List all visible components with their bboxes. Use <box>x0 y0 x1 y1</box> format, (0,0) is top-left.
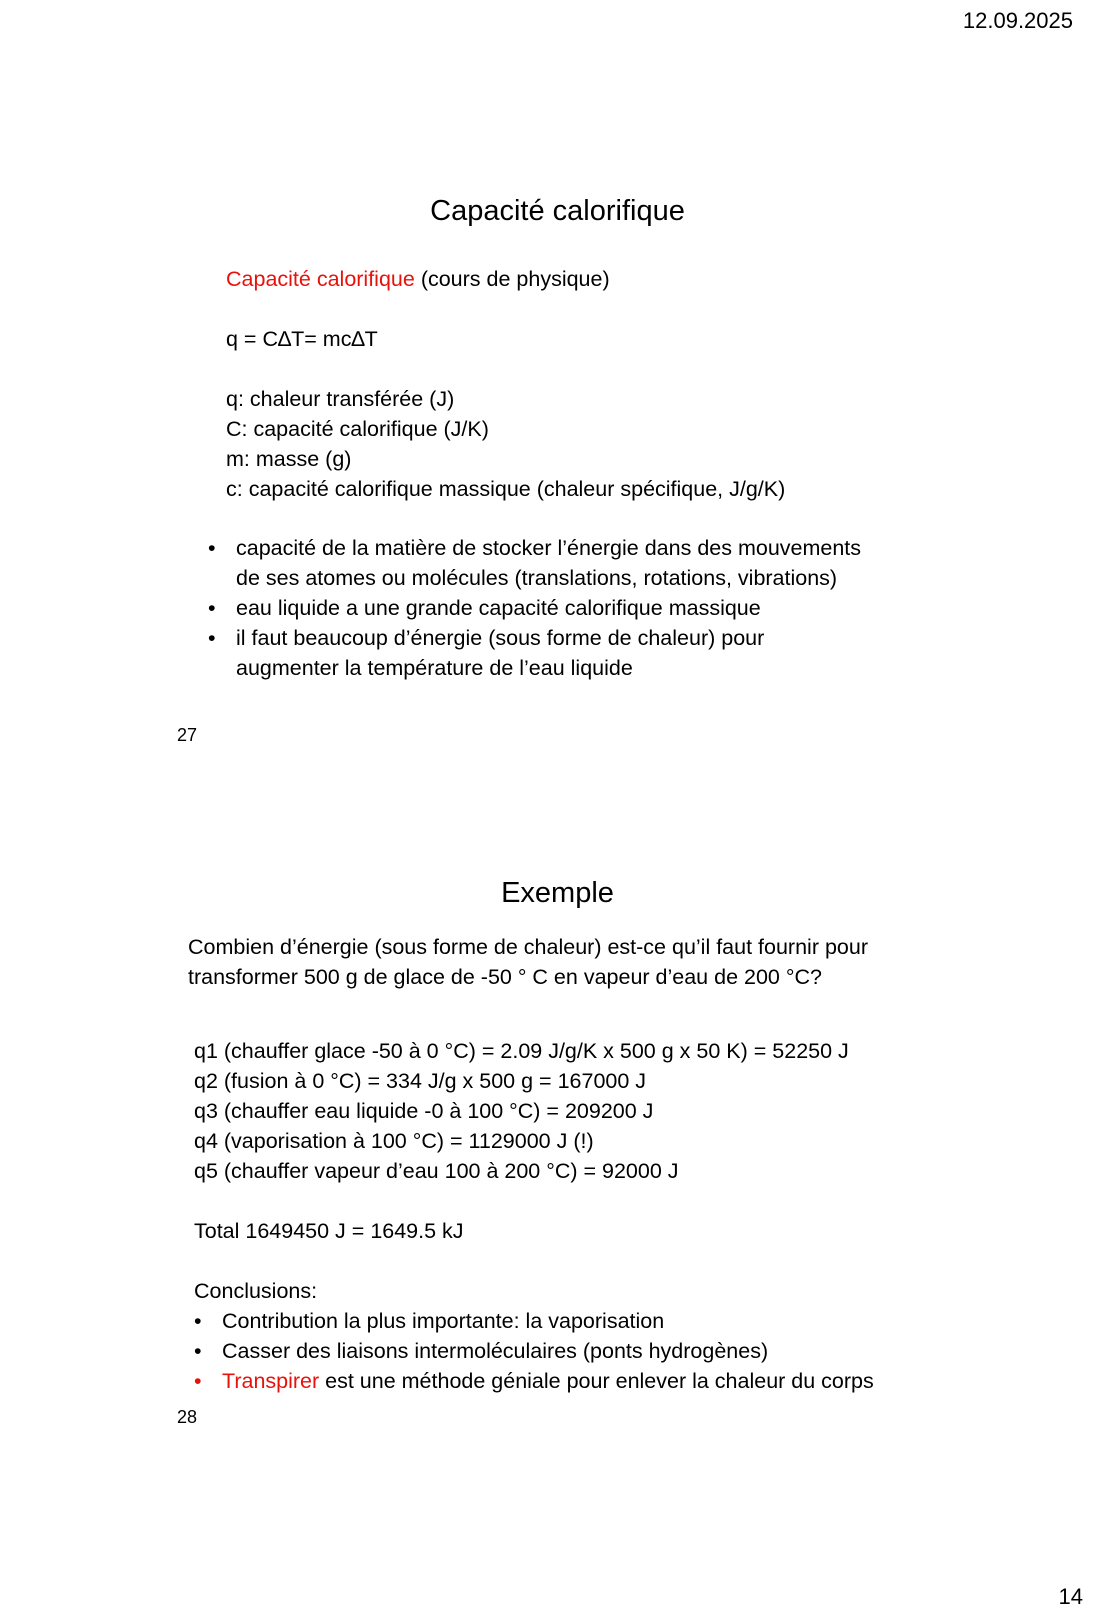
print-date: 12.09.2025 <box>962 8 1073 33</box>
conclusion-item: • Casser des liaisons intermoléculaires (ponts hydrogènes) <box>194 1339 769 1363</box>
definition-item: C: capacité calorifique (J/K) <box>226 417 489 441</box>
definition-item: q: chaleur transférée (J) <box>226 387 455 411</box>
intro-highlight: Capacité calorifique <box>226 267 415 291</box>
page-number: 14 <box>1058 1584 1083 1609</box>
slide1-bullet-list <box>208 533 861 683</box>
conclusion-highlight: Transpirer <box>222 1369 320 1393</box>
example-question: Combien d’énergie (sous forme de chaleur) est-ce qu’il faut fournir pour transformer 500 g de glace de -50 ° C en vapeur d’eau de 200 °C? <box>188 935 868 989</box>
definition-item: m: masse (g) <box>226 447 352 471</box>
conclusion-item: • Transpirer est une méthode géniale pour enlever la chaleur du corps <box>194 1369 874 1393</box>
slide1-definition-block <box>226 264 785 504</box>
step-line: q1 (chauffer glace -50 à 0 °C) = 2.09 J/g/K x 500 g x 50 K) = 52250 J <box>194 1039 849 1063</box>
step-line: q5 (chauffer vapeur d’eau 100 à 200 °C) = 92000 J <box>194 1159 679 1183</box>
step-line: q3 (chauffer eau liquide -0 à 100 °C) = 209200 J <box>194 1099 654 1123</box>
bullet-item: • capacité de la matière de stocker l’énergie dans des mouvements de ses atomes ou molécules (translations, rotations, vibrations) <box>208 536 862 590</box>
bullet-item: • il faut beaucoup d’énergie (sous forme de chaleur) pour augmenter la température de l’eau liquide <box>208 626 765 680</box>
heat-equation: q = C∆T= mc∆T <box>226 327 378 351</box>
slide-title-capacite: Capacité calorifique <box>430 195 685 227</box>
conclusions-heading: Conclusions: <box>194 1279 318 1303</box>
definition-item: c: capacité calorifique massique (chaleur spécifique, J/g/K) <box>226 477 786 501</box>
step-line: q2 (fusion à 0 °C) = 334 J/g x 500 g = 167000 J <box>194 1069 647 1093</box>
step-line: q4 (vaporisation à 100 °C) = 1129000 J (!) <box>194 1129 594 1153</box>
intro-rest: (cours de physique) <box>414 267 610 291</box>
slide-number: 28 <box>177 1407 198 1427</box>
intro-line <box>226 264 785 294</box>
slide-number: 27 <box>177 725 198 745</box>
total-line: Total 1649450 J = 1649.5 kJ <box>194 1219 464 1243</box>
slide-title-exemple: Exemple <box>501 877 614 909</box>
bullet-item: • eau liquide a une grande capacité calorifique massique <box>208 596 761 620</box>
conclusion-item: • Contribution la plus importante: la vaporisation <box>194 1309 665 1333</box>
calculation-steps <box>194 1036 874 1396</box>
